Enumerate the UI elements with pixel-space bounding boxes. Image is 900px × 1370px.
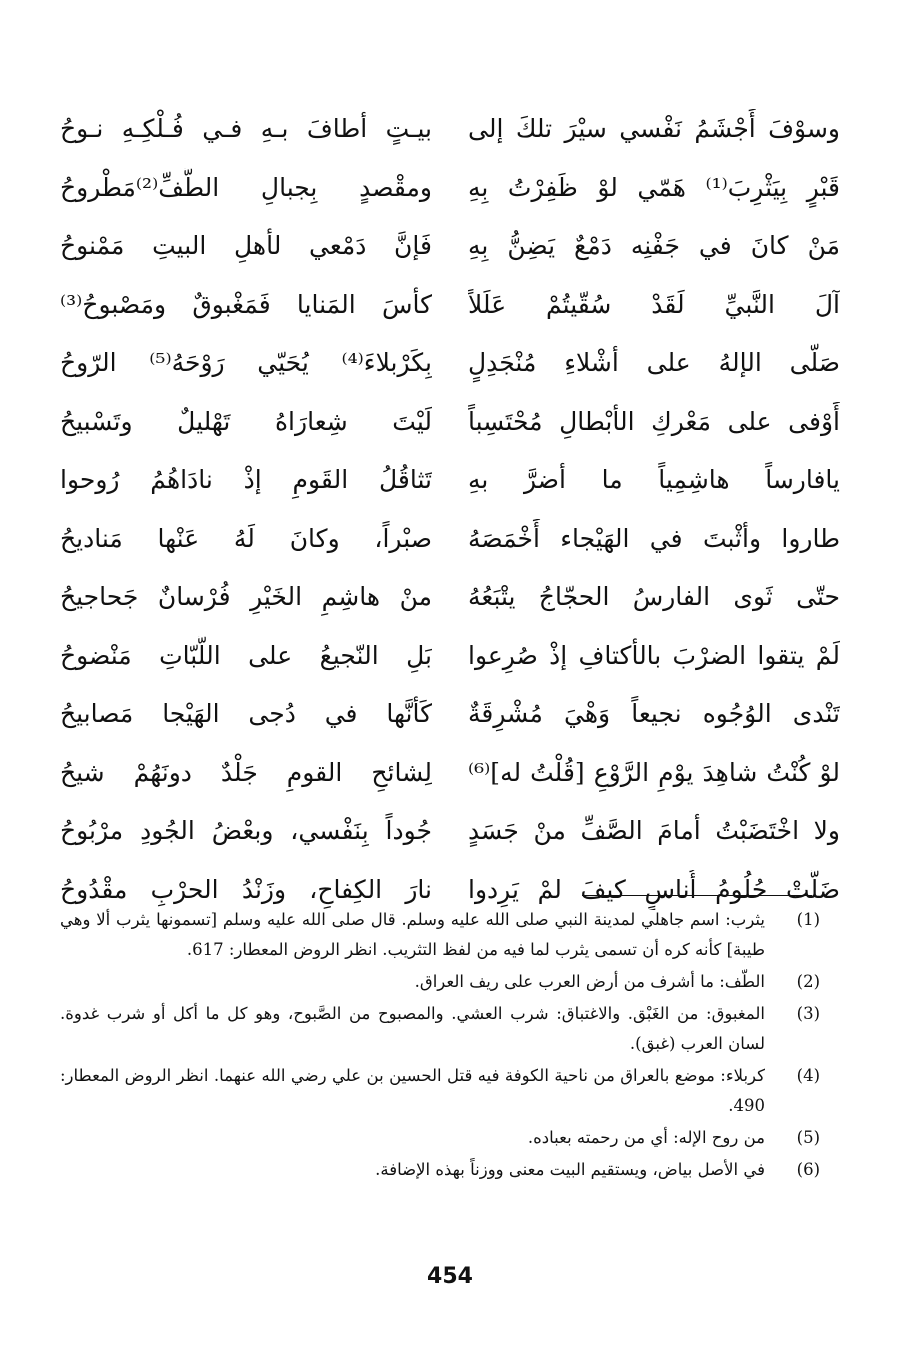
verse-second-hemistich: بَلِ النّجيعُ على اللَّبّاتِ مَنْضوحُ [60,640,432,670]
verse-second-hemistich: كَأنَّها في دُجى الهَيْجا مَصابيحُ [60,699,432,729]
verse-first-hemistich: وسوْفَ أَجْشَمُ نَفْسي سيْرَ تلكَ إلى [468,114,840,144]
footnote [60,905,820,965]
verse-second-hemistich: بِكَرْبلاءَ⁽⁴⁾ يُحَيّي رَوْحَهُ⁽⁵⁾ الرّوحُ [60,348,432,378]
verse [60,685,840,744]
verse-first-hemistich: ولا اخْتَضَبْتُ أمامَ الصَّفِّ منْ جَسَدٍ [468,816,840,846]
verse-first-hemistich: لوْ كُنْتُ شاهِدَ يوْمِ الرَّوْعِ [قُلْتُ له]⁽⁶⁾ [468,757,840,787]
verse [60,627,840,686]
verse-second-hemistich: لِشائحِ القومِ جَلْدٌ دونَهُمْ شيحُ [60,757,432,787]
verse-first-hemistich: حتّى ثَوى الفارسُ الحجّاجُ يتْبَعُهُ [468,582,840,612]
verse [60,100,840,159]
verse-second-hemistich: فَإنَّ دَمْعي لأهلِ البيتِ مَمْنوحُ [60,231,432,261]
footnotes [60,905,820,1187]
verse-first-hemistich: تَنْدى الوُجُوه نجيعاً وَهْيَ مُشْرِقَةٌ [468,699,840,729]
verse-first-hemistich: أَوْفى على مَعْركِ الأبْطالِ مُحْتَسِباً [468,406,840,436]
footnote-number: (5) [796,1128,820,1147]
verse-first-hemistich: طاروا وأثْبتَ في الهَيْجاء أَخْمَصَهُ [468,523,840,553]
verse-first-hemistich: قَبْرٍ بِيَثْرِبَ⁽¹⁾ هَمّي لوْ ظَفِرْتُ بِهِ [468,172,840,202]
footnote [60,1061,820,1121]
footnote [60,967,820,997]
verse-first-hemistich: مَنْ كانَ في جَفْنِه دَمْعٌ يَضِنُّ بِهِ [468,231,840,261]
verse-second-hemistich: ومقْصدٍ بِجبالِ الطَّفِّ⁽²⁾مَطْروحُ [60,172,432,202]
verse [60,744,840,803]
footnote-number: (4) [796,1066,820,1085]
verse-second-hemistich: لَيْتَ شِعارَاهُ تَهْليلٌ وتَسْبيحُ [60,406,432,436]
verse-second-hemistich: نارَ الكِفاحِ، وزَنْدُ الحرْبِ مقْدُوحُ [60,874,432,904]
footnote-separator [582,895,812,896]
verse [60,334,840,393]
footnote [60,999,820,1059]
footnote-text: الطّف: ما أشرف من أرض العرب على ريف العراق. [414,972,765,991]
verse [60,159,840,218]
verse-second-hemistich: بيـتٍ أطافَ بـهِ فـي فُـلْكِـهِ نـوحُ [60,114,432,144]
footnote-number: (2) [796,972,820,991]
verse-first-hemistich: يافارساً هاشِمِياً ما أضرَّ بهِ [468,465,840,495]
footnote-number: (1) [796,910,820,929]
verse [60,510,840,569]
verse [60,217,840,276]
footnote [60,1155,820,1185]
page-number: 454 [427,1264,473,1289]
verse [60,276,840,335]
verse-second-hemistich: صبْراً، وكانَ لَهُ عَنْها مَناديحُ [60,523,432,553]
verse-first-hemistich: ضَلَّتْ حُلُومُ أُناسٍ كيفَ لمْ يَرِدوا [468,874,840,904]
footnote-text: يثرب: اسم جاهلي لمدينة النبي صلى الله عليه وسلم. قال صلى الله عليه وسلم [تسمونها يثرب ألا وهي طيبة] كأنه كره أن تسمى يثرب لما فيه من لفظ التثريب. انظر الروض المعطار: 617. [60,910,765,959]
footnote-text: المغبوق: من الغَبْق. والاغتباق: شرب العشي. والمصبوح من الصَّبوح، وهو كل ما أكل أو شرب غدوة. لسان العرب (غبق). [60,1004,765,1053]
verse [60,802,840,861]
verse-second-hemistich: جُوداً بِنَفْسي، وبعْضُ الجُودِ مرْبُوحُ [60,816,432,846]
footnote-number: (6) [796,1160,820,1179]
footnote-text: في الأصل بياض، ويستقيم البيت معنى ووزناً بهذه الإضافة. [375,1160,765,1179]
poem-block [60,100,840,919]
verse [60,451,840,510]
verse-second-hemistich: منْ هاشِمِ الخَيْرِ فُرْسانٌ جَحاجيحُ [60,582,432,612]
verse-first-hemistich: آلَ النَّبيِّ لَقَدْ سُقّيتُمْ عَلَلاً [468,289,840,319]
verse-first-hemistich: لَمْ يتقوا الضرْبَ بالأكتافِ إذْ صُرِعوا [468,640,840,670]
verse [60,568,840,627]
footnote-number: (3) [796,1004,820,1023]
verse-second-hemistich: كأسَ المَنايا فَمَغْبوقٌ ومَصْبوحُ⁽³⁾ [60,289,432,319]
footnote-text: كربلاء: موضع بالعراق من ناحية الكوفة فيه قتل الحسين بن علي رضي الله عنهما. انظر الروض المعطار: 490. [60,1066,765,1115]
footnote [60,1123,820,1153]
verse-second-hemistich: تَثاقُلُ القَومِ إذْ نادَاهُمُ رُوحوا [60,465,432,495]
verse-first-hemistich: صَلّى الإلهُ على أشْلاءِ مُنْجَدِلٍ [468,348,840,378]
verse [60,393,840,452]
footnote-text: من روح الإله: أي من رحمته بعباده. [527,1128,765,1147]
